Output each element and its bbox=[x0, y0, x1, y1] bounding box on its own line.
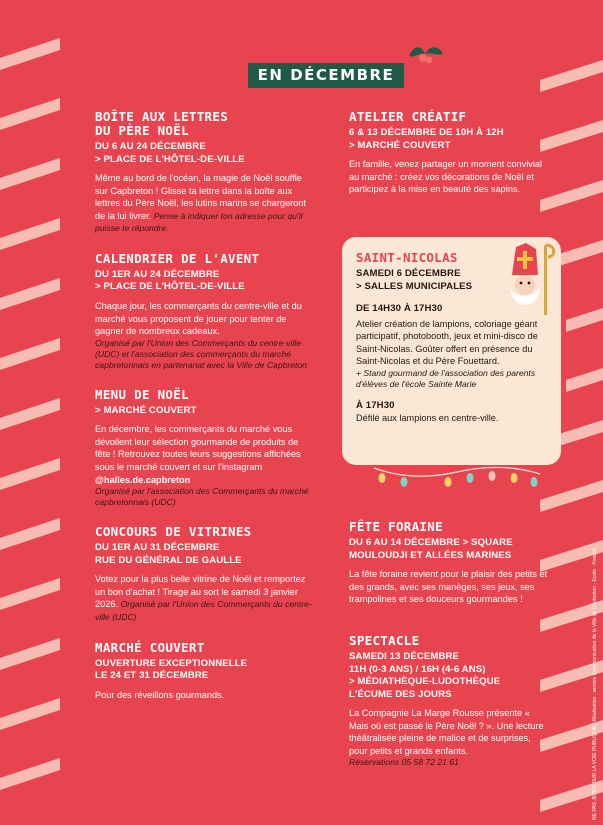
event-description: La fête foraine revient pour le plaisir des petits et des grands, avec ses manèges, ses jeux, ses trampolines et ses douceurs gourmandes ! bbox=[349, 569, 548, 605]
event-date: DU 1ER AU 31 DÉCEMBRE bbox=[95, 542, 220, 554]
event-date: DU 1ER AU 24 DÉCEMBRE bbox=[95, 268, 220, 280]
event-date: SAMEDI 6 DÉCEMBRE bbox=[356, 268, 461, 279]
instagram-handle: @halles.de.capbreton bbox=[95, 474, 191, 485]
event-description: Votez pour la plus belle vitrine de Noël et remportez un bon d'achat ! Tirage au sort le samedi 3 janvier 2026. Organisé par l'Union des Commerçants du centre-ville (UDC) bbox=[95, 574, 312, 622]
event-title: SAINT-NICOLAS bbox=[356, 250, 458, 265]
event-title: MENU DE NOËL bbox=[95, 386, 189, 402]
event-title: FÊTE FORAINE bbox=[349, 519, 443, 534]
event-concours-vitrines bbox=[95, 525, 313, 623]
event-time: À 17H30 bbox=[356, 399, 395, 411]
event-title: MARCHÉ COUVERT bbox=[95, 639, 205, 655]
event-description: La Compagnie La Marge Rousse présente « Mais où est passé le Père Noël ? ». Une lecture théâtralisée pleine de malice et de surprises, pour petits et grands enfants. bbox=[349, 708, 544, 756]
event-calendrier bbox=[95, 252, 313, 371]
header-title: EN DÉCEMBRE bbox=[257, 66, 395, 84]
event-note: Organisé par l'Union des Commerçants du centre-ville (UDC) bbox=[95, 599, 312, 622]
event-menu-noel bbox=[95, 388, 313, 508]
event-place: > SALLES MUNICIPALES bbox=[356, 280, 473, 292]
event-date: OUVERTURE EXCEPTIONNELLE bbox=[95, 657, 248, 669]
event-description: Défilé aux lampions en centre-ville. bbox=[356, 413, 499, 424]
event-time: 11H (0-3 ANS) / 16H (4-6 ANS) bbox=[349, 663, 486, 675]
event-date: SAMEDI 13 DÉCEMBRE bbox=[349, 651, 460, 662]
event-date: DU 6 AU 24 DÉCEMBRE bbox=[95, 141, 206, 152]
event-boite-aux-lettres bbox=[95, 110, 313, 235]
event-description: En décembre, les commerçants du marché vous dévoilent leur sélection gourmande de produits de fête ! Retrouvez toutes leurs suggestions affichées sous le marché couvert et sur l'instagram @halles.de.capbreton bbox=[95, 424, 301, 485]
event-title: ATELIER CRÉATIF bbox=[349, 109, 467, 124]
event-description: Même au bord de l'océan, la magie de Noël souffle sur Capbreton ! Glisse ta lettre dans la boîte aux lettres du Père Noël, les lutins marins se chargeront de la lui livrer. Pense à indiquer ton adresse pour qu'il puisse te répondre. bbox=[95, 173, 306, 234]
event-atelier bbox=[349, 110, 549, 196]
event-spectacle bbox=[349, 634, 549, 768]
event-note: + Stand gourmand de l'association des parents d'élèves de l'école Sainte Marie bbox=[356, 367, 536, 389]
event-title: BOÎTE AUX LETTRES bbox=[95, 109, 229, 124]
event-title: CALENDRIER DE L'AVENT bbox=[95, 250, 260, 266]
event-title: DU PÈRE NOËL bbox=[95, 123, 189, 138]
event-note: Organisé par l'Union des Commerçants du centre-ville (UDC) et l'association des commerçants du marché capbretonnais en partenariat avec la Ville de Capbreton bbox=[95, 337, 307, 370]
event-description: Chaque jour, les commerçants du centre-ville et du marché vous proposent de jouer pour tenter de gagner de nombreux cadeaux. bbox=[95, 300, 302, 337]
event-place: > PLACE DE L'HÔTEL-DE-VILLE bbox=[95, 281, 245, 293]
event-place: > MARCHÉ COUVERT bbox=[349, 139, 451, 151]
section-header bbox=[248, 63, 404, 88]
left-column bbox=[95, 110, 313, 718]
footer-credit: NE PAS JETER SUR LA VOIE PUBLIQUE / Réalisation : service Communication de la Ville de Capbreton · Ecole · Freepik bbox=[592, 547, 598, 820]
event-date: DU 6 AU 14 DÉCEMBRE > SQUARE bbox=[349, 537, 513, 548]
saint-nicolas-box bbox=[342, 237, 561, 465]
string-lights-icon bbox=[372, 460, 542, 500]
event-fete-foraine bbox=[349, 520, 549, 606]
event-note: Réservations 05 58 72 21 61 bbox=[349, 757, 459, 768]
event-note: Organisé par l'association des Commerçants du marché capbretonnais (UDC) bbox=[95, 486, 309, 508]
event-title: SPECTACLE bbox=[349, 633, 420, 648]
event-date: 6 & 13 DÉCEMBRE DE 10H À 12H bbox=[349, 127, 504, 138]
event-place: > MÉDIATHÈQUE-LUDOTHÈQUE bbox=[349, 676, 501, 687]
event-time: DE 14H30 À 17H30 bbox=[356, 303, 443, 314]
event-place: > PLACE DE L'HÔTEL-DE-VILLE bbox=[95, 153, 245, 165]
event-description: En famille, venez partager un moment convivial au marché : créez vos décorations de Noël et participez à la mise en beauté des sapins. bbox=[349, 159, 543, 195]
event-note: Pense à indiquer ton adresse pour qu'il puisse te répondre. bbox=[95, 210, 303, 234]
event-place: L'ÉCUME DES JOURS bbox=[349, 688, 452, 700]
event-marche-couvert bbox=[95, 641, 313, 702]
event-place: RUE DU GÉNÉRAL DE GAULLE bbox=[95, 554, 242, 566]
holly-icon bbox=[405, 40, 445, 72]
event-title: CONCOURS DE VITRINES bbox=[95, 524, 252, 540]
event-date: LE 24 ET 31 DÉCEMBRE bbox=[95, 670, 209, 682]
event-description: Atelier création de lampions, coloriage géant participatif, photobooth, jeux et mini-disco de Saint-Nicolas. Goûter offert en présence du Saint-Nicolas et du Père Fouettard. bbox=[356, 318, 538, 367]
event-place: > MARCHÉ COUVERT bbox=[95, 404, 197, 416]
event-description: Pour des réveillons gourmands. bbox=[95, 689, 225, 700]
event-place: MOULOUDJI ET ALLÉES MARINES bbox=[349, 549, 512, 561]
